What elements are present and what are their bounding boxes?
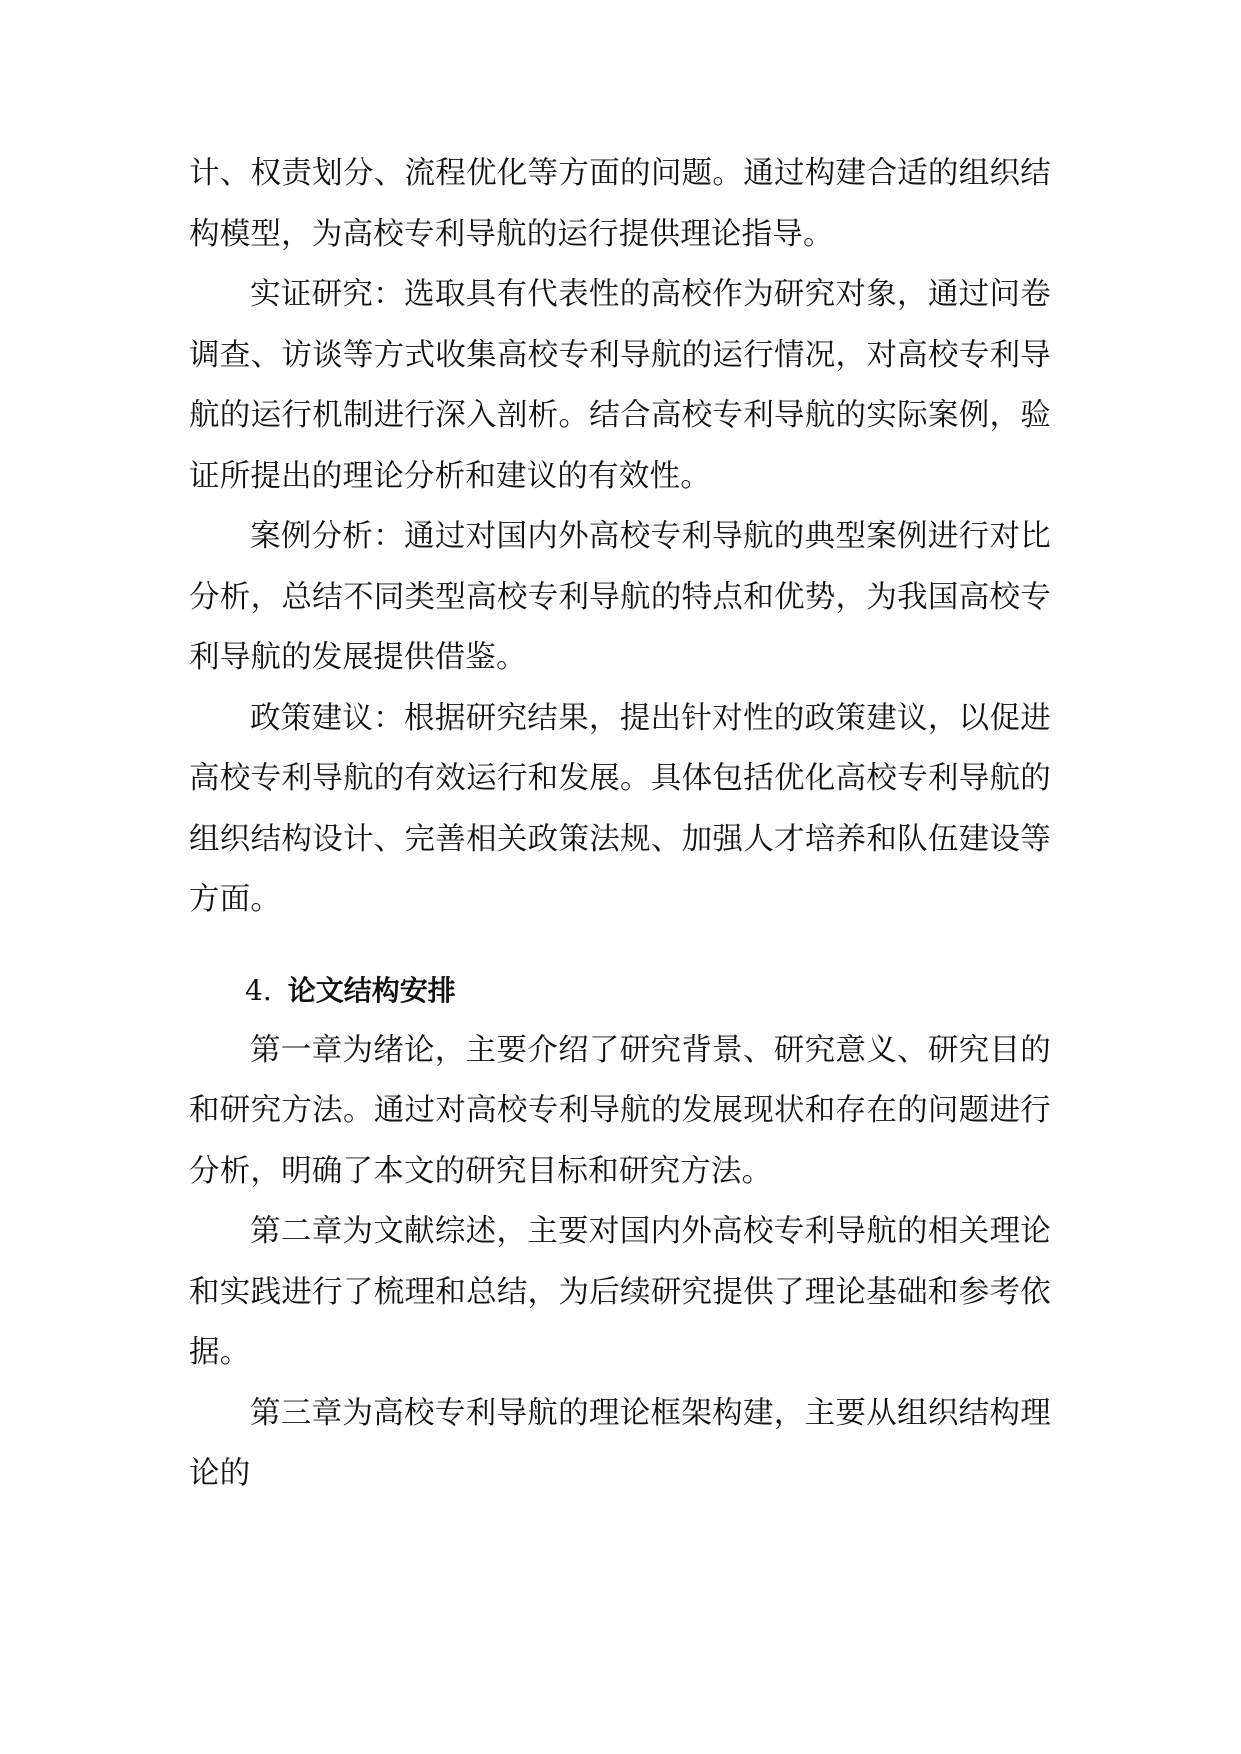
- paragraph-continuation: 计、权责划分、流程优化等方面的问题。通过构建合适的组织结构模型，为高校专利导航的运行提供理论指导。: [189, 156, 1051, 252]
- section-number: 4.: [245, 973, 272, 1007]
- paragraph-chapter-three: 第三章为高校专利导航的理论框架构建，主要从组织结构理论的: [189, 1395, 1051, 1491]
- paragraph-policy-suggestions: 政策建议：根据研究结果，提出针对性的政策建议，以促进高校专利导航的有效运行和发展。具体包括优化高校专利导航的组织结构设计、完善相关政策法规、加强人才培养和队伍建设等方面。: [189, 700, 1051, 917]
- paragraph-chapter-one: 第一章为绪论，主要介绍了研究背景、研究意义、研究目的和研究方法。通过对高校专利导航的发展现状和存在的问题进行分析，明确了本文的研究目标和研究方法。: [189, 1032, 1051, 1189]
- section-title: 论文结构安排: [287, 973, 456, 1007]
- paragraph-case-analysis: 案例分析：通过对国内外高校专利导航的典型案例进行对比分析，总结不同类型高校专利导航的特点和优势，为我国高校专利导航的发展提供借鉴。: [189, 519, 1051, 675]
- section-heading: [189, 961, 1051, 1021]
- paragraph-chapter-two: 第二章为文献综述，主要对国内外高校专利导航的相关理论和实践进行了梳理和总结，为后续研究提供了理论基础和参考依据。: [189, 1214, 1051, 1370]
- paragraph-empirical-research: 实证研究：选取具有代表性的高校作为研究对象，通过问卷调查、访谈等方式收集高校专利导航的运行情况，对高校专利导航的运行机制进行深入剖析。结合高校专利导航的实际案例，验证所提出的理论分析和建议的有效性。: [189, 277, 1051, 494]
- document-page: [189, 144, 1051, 1505]
